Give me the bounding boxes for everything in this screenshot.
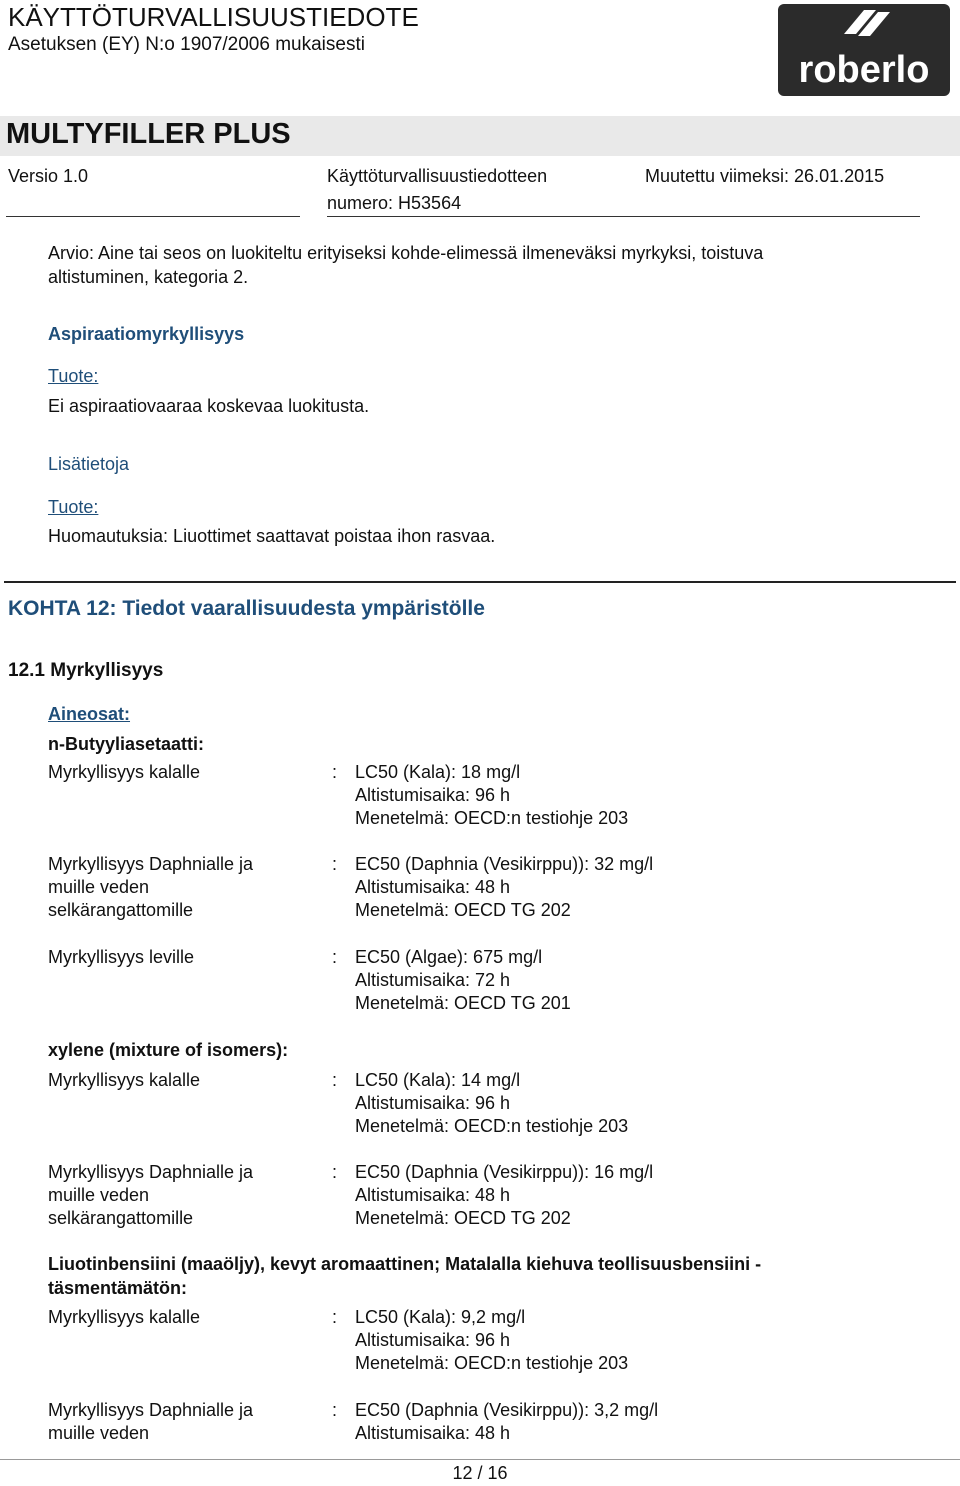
toxicity-label: selkärangattomille xyxy=(48,1208,194,1228)
toxicity-label: Myrkyllisyys kalalle xyxy=(48,1070,201,1090)
colon: : xyxy=(332,1070,338,1090)
exposure-time: Altistumisaika: 48 h xyxy=(355,1185,511,1205)
toxicity-label: Myrkyllisyys Daphnialle ja xyxy=(48,1162,254,1182)
subsection-12-1-title: 12.1 Myrkyllisyys xyxy=(8,660,164,681)
colon: : xyxy=(332,1162,338,1182)
exposure-time: Altistumisaika: 96 h xyxy=(355,1330,511,1350)
sds-number-label: Käyttöturvallisuustiedotteen xyxy=(327,166,548,186)
colon: : xyxy=(332,762,338,782)
aspiration-text: Ei aspiraatiovaaraa koskevaa luokitusta. xyxy=(48,396,370,416)
toxicity-value: EC50 (Daphnia (Vesikirppu)): 3,2 mg/l xyxy=(355,1400,659,1420)
toxicity-label: Myrkyllisyys kalalle xyxy=(48,1307,201,1327)
assessment-line-2: altistuminen, kategoria 2. xyxy=(48,267,249,287)
test-method: Menetelmä: OECD:n testiohje 203 xyxy=(355,1353,629,1373)
toxicity-label: Myrkyllisyys Daphnialle ja xyxy=(48,854,254,874)
toxicity-value: EC50 (Daphnia (Vesikirppu)): 32 mg/l xyxy=(355,854,654,874)
exposure-time: Altistumisaika: 48 h xyxy=(355,1423,511,1443)
additional-product-label: Tuote: xyxy=(48,497,99,517)
toxicity-label: selkärangattomille xyxy=(48,900,194,920)
aspiration-heading: Aspiraatiomyrkyllisyys xyxy=(48,324,245,344)
additional-info-heading: Lisätietoja xyxy=(48,454,130,474)
toxicity-label: muille veden xyxy=(48,1185,150,1205)
test-method: Menetelmä: OECD TG 202 xyxy=(355,1208,571,1228)
colon: : xyxy=(332,947,338,967)
toxicity-value: LC50 (Kala): 14 mg/l xyxy=(355,1070,521,1090)
test-method: Menetelmä: OECD TG 201 xyxy=(355,993,571,1013)
substance-name: xylene (mixture of isomers): xyxy=(48,1040,289,1060)
document-title: KÄYTTÖTURVALLISUUSTIEDOTE xyxy=(8,2,419,32)
substance-name: n-Butyyliasetaatti: xyxy=(48,734,205,754)
test-method: Menetelmä: OECD:n testiohje 203 xyxy=(355,1116,629,1136)
exposure-time: Altistumisaika: 72 h xyxy=(355,970,511,990)
test-method: Menetelmä: OECD TG 202 xyxy=(355,900,571,920)
toxicity-value: EC50 (Algae): 675 mg/l xyxy=(355,947,543,967)
toxicity-label: Myrkyllisyys kalalle xyxy=(48,762,201,782)
header-rule-right xyxy=(327,216,920,217)
version: Versio 1.0 xyxy=(8,166,89,186)
footer-rule xyxy=(0,1459,960,1460)
exposure-time: Altistumisaika: 96 h xyxy=(355,1093,511,1113)
toxicity-value: EC50 (Daphnia (Vesikirppu)): 16 mg/l xyxy=(355,1162,654,1182)
colon: : xyxy=(332,1307,338,1327)
toxicity-label: muille veden xyxy=(48,877,150,897)
toxicity-label: Myrkyllisyys leville xyxy=(48,947,195,967)
page-number: 12 / 16 xyxy=(452,1463,508,1483)
product-name: MULTYFILLER PLUS xyxy=(6,118,291,150)
exposure-time: Altistumisaika: 96 h xyxy=(355,785,511,805)
toxicity-value: LC50 (Kala): 18 mg/l xyxy=(355,762,521,782)
revision-date: Muutettu viimeksi: 26.01.2015 xyxy=(645,166,885,186)
exposure-time: Altistumisaika: 48 h xyxy=(355,877,511,897)
sds-number: numero: H53564 xyxy=(327,193,462,213)
header-rule-left xyxy=(6,216,300,217)
section-12-title: KOHTA 12: Tiedot vaarallisuudesta ympäristölle xyxy=(8,597,485,620)
regulation-subtitle: Asetuksen (EY) N:o 1907/2006 mukaisesti xyxy=(8,34,365,55)
assessment-line-1: Arvio: Aine tai seos on luokiteltu erityiseksi kohde-elimessä ilmeneväksi myrkyksi, toistuva xyxy=(48,243,764,263)
substance-name-line-1: Liuotinbensiini (maaöljy), kevyt aromaattinen; Matalalla kiehuva teollisuusbensiini - xyxy=(48,1254,762,1274)
substance-name-line-2: täsmentämätön: xyxy=(48,1278,188,1298)
additional-info-text: Huomautuksia: Liuottimet saattavat poistaa ihon rasvaa. xyxy=(48,526,496,546)
toxicity-label: muille veden xyxy=(48,1423,150,1443)
logo-text: roberlo xyxy=(798,49,930,91)
roberlo-logo xyxy=(778,4,950,96)
toxicity-label: Myrkyllisyys Daphnialle ja xyxy=(48,1400,254,1420)
colon: : xyxy=(332,854,338,874)
test-method: Menetelmä: OECD:n testiohje 203 xyxy=(355,808,629,828)
section-rule xyxy=(4,581,956,583)
components-label: Aineosat: xyxy=(48,704,131,724)
toxicity-value: LC50 (Kala): 9,2 mg/l xyxy=(355,1307,526,1327)
aspiration-product-label: Tuote: xyxy=(48,366,99,386)
colon: : xyxy=(332,1400,338,1420)
